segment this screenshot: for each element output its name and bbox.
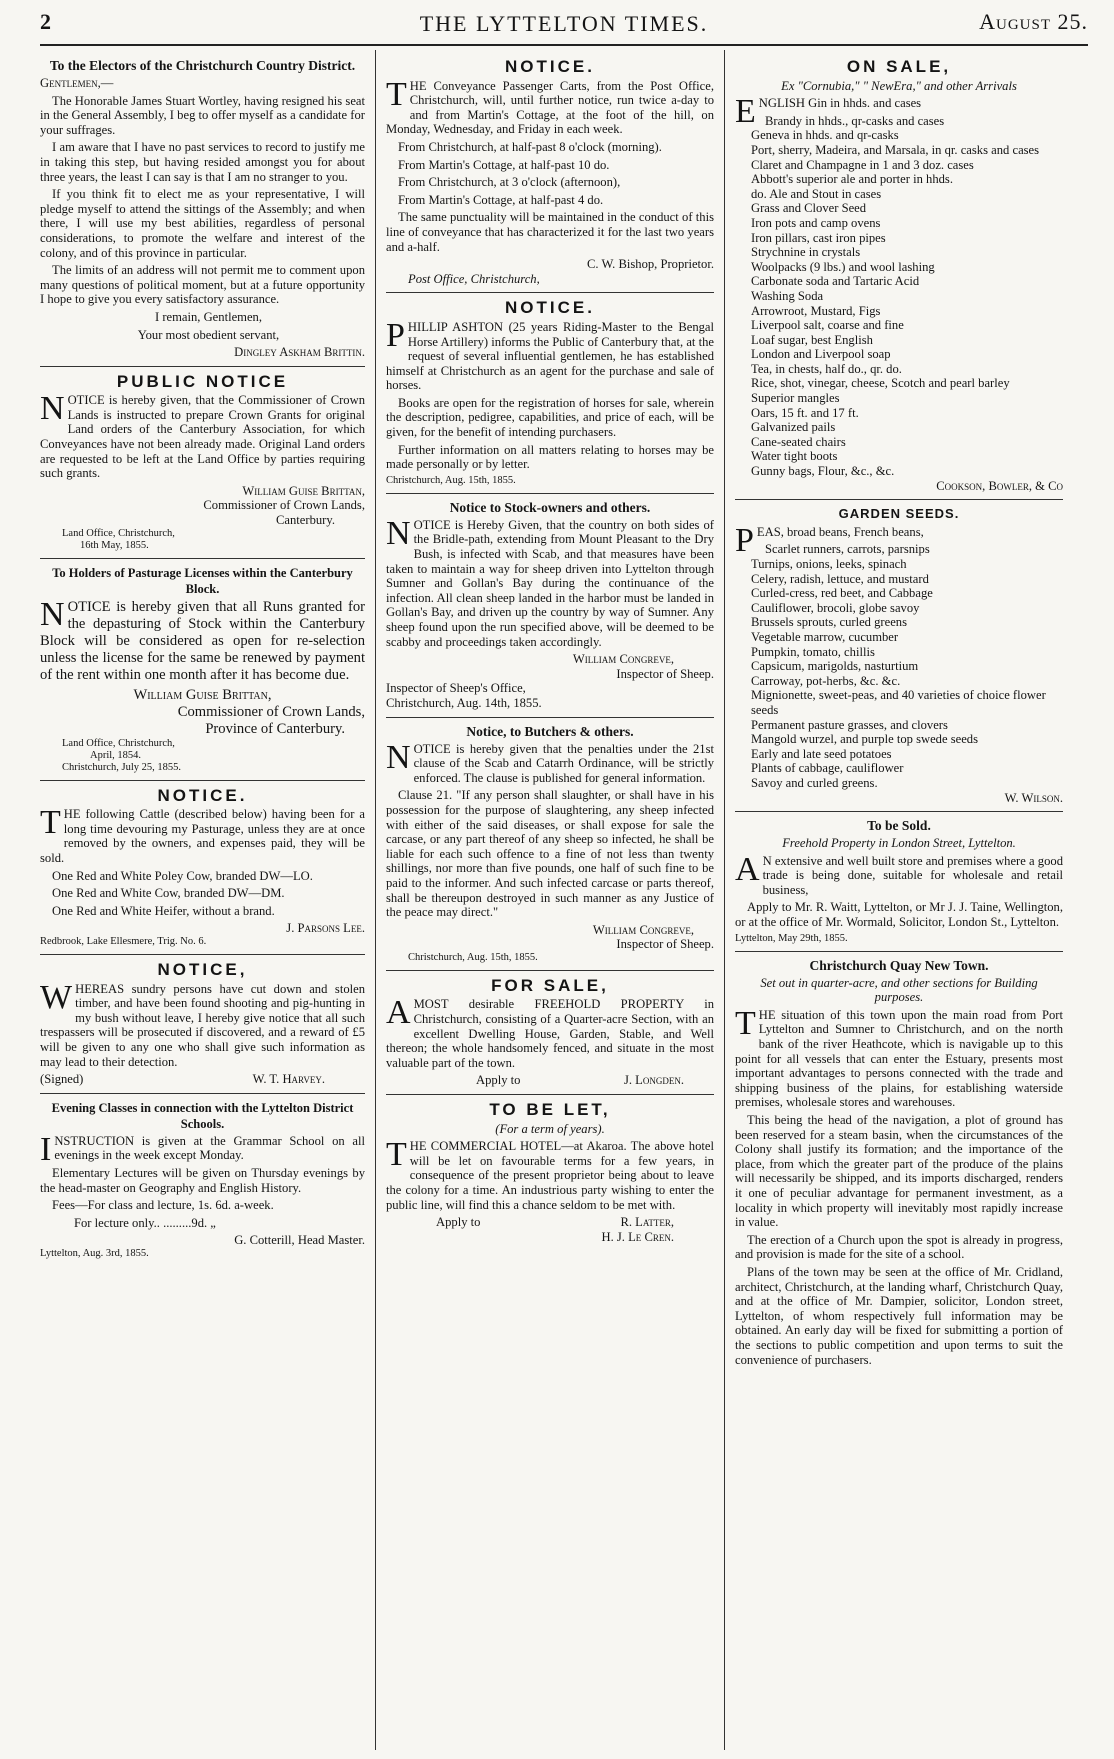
drop-cap: E (735, 93, 756, 131)
issue-date: August 25. (979, 9, 1088, 34)
drop-cap: N (40, 595, 65, 633)
ashton-notice: NOTICE. PHILLIP ASHTON (25 years Riding-Master to the Bengal Horse Artillery) informs the Public of Canterbury that, at the request of several influential gentlemen, he has established himself at Christchurch as an agent for the purchase and sale of horses. Books are open for the registration of horses for sale, wherein the description, pedigree, capabilities, and price of each, will be given, for the benefit of intending purchasers. Further information on all matters relating to horses may be made personally or by letter. Christchurch, Aug. 15th, 1855. (386, 293, 714, 494)
electors-address: To the Electors of the Christchurch Country District. Gentlemen,— The Honorable James Stuart Wortley, having resigned his seat in the General Assembly, I beg to offer myself as a candidate for your suffrages. I am aware that I have no past services to record to justify me in taking this step, but having resided amongst you for about three years, the least I can say is that I am no stranger to you. If you think fit to elect me as your representative, I will pledge myself to attend the sittings of the Assembly; and when there, I will use my best abilities, regardless of personal considerations, to promote the welfare and interest of the colony, and of this province in particular. The limits of an address will not permit me to comment upon many questions of political moment, but at a future opportunity I hope to give you every satisfactory assurance. I remain, Gentlemen, Your most obedient servant, Dingley Askham Brittin. (40, 52, 365, 367)
ad-heading: NOTICE. (157, 785, 248, 805)
list-item: Galvanized pails (751, 420, 836, 435)
pasturage-notice: To Holders of Pasturage Licenses within the Canterbury Block. NOTICE is hereby given that all Runs granted for the depasturing of Stock within the Canterbury Block will be considered as open for re-selection unless the license for the same be renewed by payment of the rent within one month after it has become due. William Guise Brittan, Commissioner of Crown Lands, Province of Canterbury. Land Office, Christchurch, April, 1854. Christchurch, July 25, 1855. (40, 559, 365, 781)
list-item: Claret and Champagne in 1 and 3 doz. cases (751, 157, 974, 172)
goods-list (735, 114, 1063, 479)
list-item: Tea, in chests, half do., qr. do. (751, 361, 902, 376)
list-item: Rice, shot, vinegar, cheese, Scotch and pearl barley (751, 376, 1010, 391)
timber-notice: NOTICE, WHEREAS sundry persons have cut down and stolen timber, and have been found shooting and pig-hunting in my bush without leave, I hereby give notice that all such trespassers will be prosecuted if discovered, and a reward of £5 will be given to any one who shall give such information as may lead to their detection. (Signed) W. T. Harvey. (40, 955, 365, 1094)
quay-new-town: Christchurch Quay New Town. Set out in quarter-acre, and other sections for Building purposes. THE situation of this town upon the main road from Port Lyttelton and Sumner to Christchurch, and on the north bank of the river Heathcote, which is navigable up to this point for all vessels that can enter the Estuary, presents most important advantages to persons connected with the trade and shipping business of the plains, for establishing waterside premises, wholesale stores and warehouses. This being the head of the navigation, a plot of ground has been reserved for a steam basin, when the circumstances of the Colony shall justify its formation; and the importance of the place, from which the greater part of the produce of the plains will necessarily be shipped, and its imports discharged, renders it one of peculiar advantage for permanent investment, as a locality in which property will inevitably most rapidly increase in value. The erection of a Church upon the spot is already in progress, and provision is made for the site of a school. Plans of the town may be seen at the office of Mr. Cridland, architect, Christchurch, at the landing wharf, Christchurch Quay, and at the office of Mr. Dampier, solicitor, London street, Lyttelton, of whom respectively full information may be obtained. An early day will be fixed for submitting a portion of the sections to public competition and upon terms to suit the convenience of purchasers. (735, 957, 1063, 1367)
drop-cap: A (735, 850, 760, 888)
drop-cap: T (40, 804, 61, 842)
list-item: Curled-cress, red beet, and Cabbage (751, 586, 933, 601)
drop-cap: A (386, 994, 411, 1032)
column-2 (375, 50, 724, 1750)
ad-heading: NOTICE. (505, 298, 595, 318)
columns (40, 50, 1088, 1750)
list-item: Scarlet runners, carrots, parsnips (765, 542, 930, 557)
list-item: Cane-seated chairs (751, 434, 846, 449)
ad-heading: ON SALE, (846, 57, 952, 76)
ad-heading: Christchurch Quay New Town. (809, 957, 989, 973)
ad-heading: PUBLIC NOTICE (116, 371, 289, 391)
for-sale-notice: FOR SALE, AMOST desirable FREEHOLD PROPERTY in Christchurch, consisting of a Quarter-acre Section, with an excellent Dwelling House, Garden, Stable, and Well thereon; the whole handsomely fenced, and situate in the most valuable part of the town. Apply to J. Longden. (386, 971, 714, 1095)
garden-seeds-list: GARDEN SEEDS. PEAS, broad beans, French beans, Scarlet runners, carrots, parsnips Turnips, onions, leeks, spinach Celery, radish, lettuce, and mustard Curled-cress, red beet, and Cabbage Cauliflower, brocoli, globe savoy Brussels sprouts, curled greens Vegetable marrow, cucumber Pumpkin, tomato, chillis Capsicum, marigolds, nasturtium Carroway, pot-herbs, &c. &c. Mignionette, sweet-peas, and 40 varieties of choice flower seeds Permanent pasture grasses, and clovers Mangold wurzel, and purple top swede seeds Early and late seed potatoes Plants of cabbage, cauliflower Savoy and curled greens. W. Wilson. (735, 500, 1063, 812)
on-sale-list: ON SALE, Ex "Cornubia," " NewEra," and other Arrivals ENGLISH Gin in hhds. and cases Brandy in hhds., qr-casks and cases Geneva in hhds. and qr-casks Port, sherry, Madeira, and Marsala, in qr. casks and cases Claret and Champagne in 1 and 3 doz. cases Abbott's superior ale and porter in hhds. do. Ale and Stout in cases Grass and Clover Seed Iron pots and camp ovens Iron pillars, cast iron pipes Strychnine in crystals Woolpacks (9 lbs.) and wool lashing Carbonate soda and Tartaric Acid Washing Soda Arrowroot, Mustard, Figs Liverpool salt, coarse and fine Loaf sugar, best English London and Liverpool soap Tea, in chests, half do., qr. do. Rice, shot, vinegar, cheese, Scotch and pearl barley Superior mangles Oars, 15 ft. and 17 ft. Galvanized pails Cane-seated chairs Water tight boots Gunny bags, Flour, &c., &c. Cookson, Bowler, & Co (735, 52, 1063, 500)
drop-cap: N (386, 738, 411, 776)
ad-heading: To Holders of Pasturage Licenses within the Canterbury Block. (52, 565, 353, 596)
list-item: Iron pillars, cast iron pipes (751, 230, 886, 245)
list-item: Mignionette, sweet-peas, and 40 varieties of choice flower seeds (751, 688, 1046, 717)
public-notice: PUBLIC NOTICE NOTICE is hereby given, that the Commissioner of Crown Lands is instructed to prepare Crown Grants for original Land orders of the Canterbury Association, for which Conveyances have not been already made. Original Land orders are requested to be left at the Land Office by parties requiring such grants. William Guise Brittan, Commissioner of Crown Lands, Canterbury. Land Office, Christchurch, 16th May, 1855. (40, 367, 365, 559)
list-item: Brandy in hhds., qr-casks and cases (765, 113, 945, 128)
evening-classes: Evening Classes in connection with the Lyttelton District Schools. INSTRUCTION is given at the Grammar School on all evenings in the week except Monday. Elementary Lectures will be given on Thursday evenings by the head-master on Geography and English History. Fees—For class and lecture, 1s. 6d. a-week. For lecture only.. .........9d. „ G. Cotterill, Head Master. Lyttelton, Aug. 3rd, 1855. (40, 1100, 365, 1259)
list-item: Early and late seed potatoes (751, 746, 892, 761)
drop-cap: P (386, 316, 405, 354)
list-item: Celery, radish, lettuce, and mustard (751, 571, 929, 586)
list-item: Strychnine in crystals (751, 245, 861, 260)
list-item: Oars, 15 ft. and 17 ft. (751, 405, 859, 420)
list-item: Turnips, onions, leeks, spinach (751, 557, 907, 571)
ad-heading: To the Electors of the Christchurch Country District. (49, 58, 356, 73)
list-item: Brussels sprouts, curled greens (751, 615, 907, 630)
list-item: Port, sherry, Madeira, and Marsala, in qr. casks and cases (751, 142, 1040, 157)
drop-cap: T (386, 75, 407, 113)
cattle-notice: NOTICE. THE following Cattle (described below) having been for a long time devouring my Pasturage, unless they are at once removed by the owners, and expenses paid, they will be sold. One Red and White Poley Cow, branded DW—LO. One Red and White Cow, branded DW—DM. One Red and White Heifer, without a brand. J. Parsons Lee. Redbrook, Lake Ellesmere, Trig. No. 6. (40, 781, 365, 955)
list-item: Mangold wurzel, and purple top swede seeds (751, 732, 978, 747)
conveyance-notice: NOTICE. THE Conveyance Passenger Carts, from the Post Office, Christchurch, will, until further notice, run twice a-day to and from Martin's Cottage, at the foot of the hill, on Monday, Wednesday, and Friday in each week. From Christchurch, at half-past 8 o'clock (morning). From Martin's Cottage, at half-past 10 do. From Christchurch, at 3 o'clock (afternoon), From Martin's Cottage, at half-past 4 do. The same punctuality will be maintained in the conduct of this line of conveyance that has characterized it for the last two years and a-half. C. W. Bishop, Proprietor. Post Office, Christchurch, (386, 52, 714, 293)
to-let-notice: TO BE LET, (For a term of years). THE COMMERCIAL HOTEL—at Akaroa. The above hotel will be let on favourable terms for a few years, in consequence of the present proprietor being about to leave the colony for a time. An industrious party wishing to enter the public line, will find this a chance seldom to be met with. Apply to R. Latter, H. J. Le Cren. (386, 1100, 714, 1244)
list-item: Grass and Clover Seed (751, 201, 867, 216)
list-item: Arrowroot, Mustard, Figs (751, 303, 881, 318)
list-item: Plants of cabbage, cauliflower (751, 761, 904, 776)
masthead (40, 0, 1088, 46)
page-number: 2 (40, 9, 51, 34)
list-item: Carbonate soda and Tartaric Acid (751, 274, 920, 289)
ad-heading: NOTICE, (157, 959, 248, 979)
list-item: Cauliflower, brocoli, globe savoy (751, 600, 920, 615)
ad-heading: Evening Classes in connection with the Lyttelton District Schools. (51, 1100, 354, 1131)
seeds-list (735, 542, 1063, 790)
signature: Dingley Askham Brittin. (234, 345, 365, 360)
list-item: Savoy and curled greens. (751, 775, 878, 790)
drop-cap: P (735, 521, 754, 559)
list-item: Capsicum, marigolds, nasturtium (751, 659, 919, 674)
list-item: Iron pots and camp ovens (751, 215, 881, 230)
drop-cap: N (386, 514, 411, 552)
ad-heading: TO BE LET, (489, 1100, 611, 1120)
column-1 (40, 50, 375, 1750)
list-item: do. Ale and Stout in cases (751, 186, 882, 201)
butchers-notice: Notice, to Butchers & others. NOTICE is hereby given that the penalties under the 21st clause of the Scab and Catarrh Ordinance, will be strictly enforced. The clause is published for general information. Clause 21. "If any person shall slaughter, or shall have in his possession for the purpose of slaughtering, any sheep infected with either of the said diseases, or shall expose for sale the carcase, or any part thereof of any sheep so infected, he shall be liable for each such offence to a fine of not less than twenty shillings, nor more than five pounds, one half of such fine to be paid to the informer. And such infected carcase or parts thereof, shall be thereupon destroyed in such manner as any Justice of the peace may direct." William Congreve, Inspector of Sheep. Christchurch, Aug. 15th, 1855. (386, 718, 714, 971)
list-item: Vegetable marrow, cucumber (751, 629, 899, 644)
drop-cap: N (40, 390, 65, 428)
list-item: Woolpacks (9 lbs.) and wool lashing (751, 259, 935, 274)
list-item: Gunny bags, Flour, &c., &c. (751, 464, 895, 479)
drop-cap: T (735, 1004, 756, 1042)
list-item: London and Liverpool soap (751, 347, 891, 362)
to-be-sold-notice: To be Sold. Freehold Property in London Street, Lyttelton. A N extensive and well built store and premises where a good trade is being done, suitable for wholesale and retail business, Apply to Mr. R. Waitt, Lyttelton, or Mr J. J. Taine, Wellington, or at the office of Mr. Wormald, Solicitor, London St., Lyttelton. Lyttelton, May 29th, 1855. (735, 812, 1063, 952)
ad-heading: To be Sold. (867, 818, 931, 834)
ad-heading: Notice, to Butchers & others. (466, 723, 634, 739)
ad-heading: GARDEN SEEDS. (838, 506, 960, 522)
stock-owners-notice: Notice to Stock-owners and others. NOTICE is Hereby Given, that the country on both sides of the Bridle-path, extending from Mount Pleasant to the Dry Bush, is infected with Scab, and that measures have been taken to maintain a way for sheep driven into Lyttelton through Sumner and Gollan's Bay during the continuance of the infection. All clean sheep landed in the harbor must be landed in Gollan's Bay, and driven up the country by way of Sumner. Any sheep found upon the run specified above, will be deemed to be scabby and proceedings taken accordingly. William Congreve, Inspector of Sheep. Inspector of Sheep's Office, Christchurch, Aug. 14th, 1855. (386, 494, 714, 718)
list-item: Loaf sugar, best English (751, 332, 873, 347)
list-item: Pumpkin, tomato, chillis (751, 644, 875, 659)
newspaper-title: THE LYTTELTON TIMES. (419, 11, 709, 36)
drop-cap: T (386, 1136, 407, 1174)
column-3 (724, 50, 1073, 1750)
ad-heading: FOR SALE, (491, 975, 609, 995)
ad-heading: NOTICE. (505, 57, 595, 76)
list-item: Geneva in hhds. and qr-casks (751, 128, 899, 143)
list-item: Washing Soda (751, 288, 824, 303)
drop-cap: W (40, 978, 73, 1016)
list-item: Abbott's superior ale and porter in hhds. (751, 172, 953, 187)
drop-cap: I (40, 1130, 52, 1168)
ad-heading: Notice to Stock-owners and others. (449, 499, 651, 515)
list-item: Liverpool salt, coarse and fine (751, 318, 904, 333)
list-item: Carroway, pot-herbs, &c. &c. (751, 673, 901, 688)
list-item: Superior mangles (751, 391, 840, 406)
list-item: Water tight boots (751, 449, 838, 464)
list-item: Permanent pasture grasses, and clovers (751, 717, 948, 732)
